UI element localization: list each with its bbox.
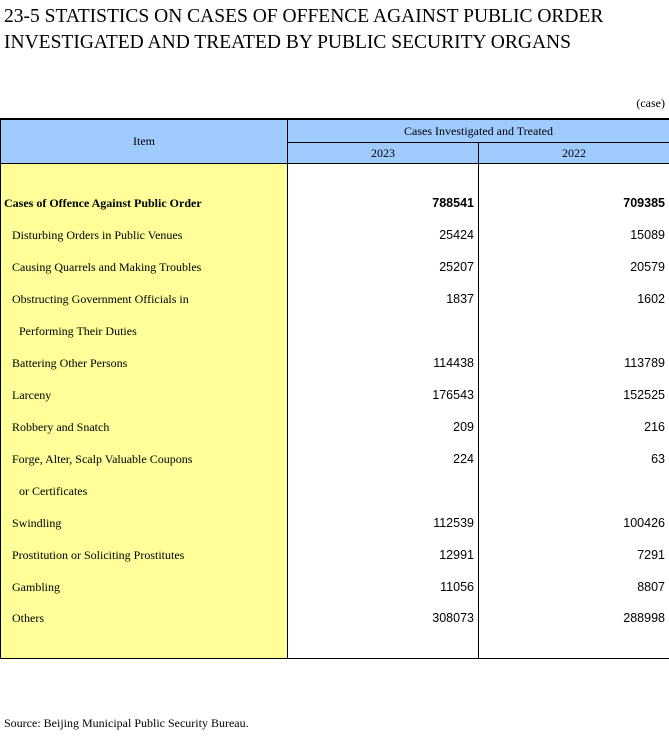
row-value-2022: 113789 [479, 347, 669, 379]
header-item: Item [1, 119, 288, 164]
row-value-2022 [479, 315, 669, 347]
row-value-2022 [479, 475, 669, 507]
row-value-2022: 15089 [479, 219, 669, 251]
table-row [1, 187, 669, 219]
row-value-2022: 8807 [479, 571, 669, 603]
row-value-2023: 788541 [288, 187, 479, 219]
table-row [1, 507, 669, 539]
row-value-2023: 209 [288, 411, 479, 443]
header-group: Cases Investigated and Treated [288, 119, 669, 143]
table-row [1, 571, 669, 603]
row-label: Larceny [1, 379, 288, 411]
header-year-2023: 2023 [288, 143, 479, 164]
row-value-2023: 224 [288, 443, 479, 475]
row-label: Disturbing Orders in Public Venues [1, 219, 288, 251]
row-value-2023 [288, 315, 479, 347]
row-value-2023: 112539 [288, 507, 479, 539]
row-label: Cases of Offence Against Public Order [1, 187, 288, 219]
table-row [1, 283, 669, 315]
row-value-2022: 1602 [479, 283, 669, 315]
row-label: Swindling [1, 507, 288, 539]
row-value-2022: 152525 [479, 379, 669, 411]
row-value-2023: 308073 [288, 603, 479, 659]
row-value-2023: 25207 [288, 251, 479, 283]
row-value-2022: 7291 [479, 539, 669, 571]
table-row [1, 603, 669, 659]
row-label: Obstructing Government Officials in [1, 283, 288, 315]
table-row [1, 251, 669, 283]
row-value-2023: 11056 [288, 571, 479, 603]
row-label: Causing Quarrels and Making Troubles [1, 251, 288, 283]
row-label: Gambling [1, 571, 288, 603]
table-row [1, 347, 669, 379]
row-value-2023: 12991 [288, 539, 479, 571]
header-year-2022: 2022 [479, 143, 669, 164]
source-note: Source: Beijing Municipal Public Security Bureau. [4, 716, 249, 730]
table-row [1, 539, 669, 571]
row-label: Robbery and Snatch [1, 411, 288, 443]
row-value-2022: 288998 [479, 603, 669, 659]
row-value-2023: 176543 [288, 379, 479, 411]
row-label: Performing Their Duties [1, 315, 288, 347]
table-row [1, 475, 669, 507]
table-row [1, 315, 669, 347]
table-row [1, 411, 669, 443]
table-row [1, 443, 669, 475]
row-label: or Certificates [1, 475, 288, 507]
row-label: Battering Other Persons [1, 347, 288, 379]
title-line-2: INVESTIGATED AND TREATED BY PUBLIC SECURITY ORGANS [4, 32, 571, 53]
row-value-2023 [288, 475, 479, 507]
row-value-2022: 709385 [479, 187, 669, 219]
row-value-2023: 114438 [288, 347, 479, 379]
row-value-2022: 63 [479, 443, 669, 475]
unit-label: (case) [636, 96, 665, 110]
row-label: Prostitution or Soliciting Prostitutes [1, 539, 288, 571]
row-value-2022: 216 [479, 411, 669, 443]
row-label: Forge, Alter, Scalp Valuable Coupons [1, 443, 288, 475]
table-row [1, 219, 669, 251]
row-value-2023: 1837 [288, 283, 479, 315]
row-value-2022: 20579 [479, 251, 669, 283]
row-value-2023: 25424 [288, 219, 479, 251]
page-title [4, 4, 603, 56]
table-row [1, 379, 669, 411]
statistics-table [0, 118, 669, 659]
title-line-1: 23-5 STATISTICS ON CASES OF OFFENCE AGAINST PUBLIC ORDER [4, 6, 604, 27]
row-value-2022: 100426 [479, 507, 669, 539]
row-label: Others [1, 603, 288, 659]
